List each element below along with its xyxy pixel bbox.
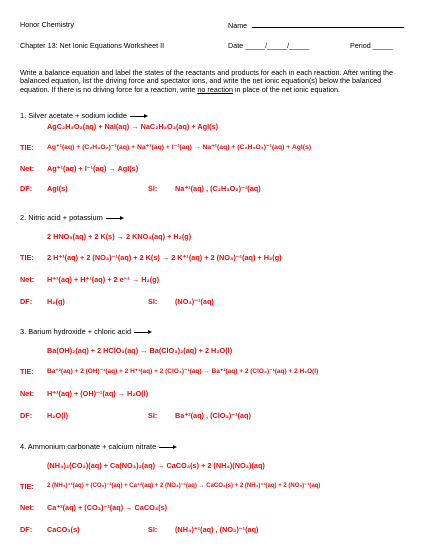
si-label: SI: (148, 411, 158, 420)
worksheet-title: Chapter 13: Net Ionic Equations Worksheet II (20, 41, 165, 50)
right-arrow-icon (134, 329, 152, 335)
course-title: Honor Chemistry (20, 20, 74, 29)
total-ionic-equation-3: Ba⁺²(aq) + 2 (OH)⁻¹(aq) + 2 H⁺¹(aq) + 2 (ClO₃)⁻¹(aq) → Ba⁺²(aq) + 2 (ClO₃)⁻¹(aq) + 2 H₂O(l) (47, 368, 319, 375)
question-text: 3. Barium hydroxide + chloric acid (20, 327, 132, 336)
spectator-ions-1: Na⁺¹(aq) , (C₂H₃O₂)⁻¹(aq) (175, 184, 261, 193)
spectator-ions-2: (NO₃)⁻¹(aq) (175, 297, 214, 306)
driving-force-4: CaCO₃(s) (47, 525, 80, 534)
instructions-text: Write a balance equation and label the states of the reactants and products for each in each reaction. After writing the balanced equation, list the driving force and spectator ions, and write the net ionic equation(s) below the balanced equation. If there is no driving force for a reaction, write (20, 68, 394, 94)
si-label: SI: (148, 184, 158, 193)
net-ionic-equation-4: Ca⁺²(aq) + (CO₃)⁻²(aq) → CaCO₃(s) (47, 503, 168, 512)
date-field (228, 41, 309, 50)
balanced-equation-2: 2 HNO₃(aq) + 2 K(s) → 2 KNO₃(aq) + H₂(g) (47, 232, 192, 241)
si-label: SI: (148, 297, 158, 306)
right-arrow-icon (106, 215, 124, 221)
balanced-equation-3: Ba(OH)₂(aq) + 2 HClO₃(aq) → Ba(ClO₃)₂(aq) + 2 H₂O(l) (47, 346, 233, 355)
tie-label: TIE: (20, 367, 34, 376)
df-label: DF: (20, 411, 33, 420)
net-ionic-equation-2: H⁺¹(aq) + H⁺¹(aq) + 2 e⁻¹ → H₂(g) (47, 275, 160, 284)
name-label: Name (228, 21, 248, 30)
date-blanks: _____/_____/_____ (245, 41, 310, 50)
question-text: 1. Silver acetate + sodium iodide (20, 111, 128, 120)
total-ionic-equation-1: Ag⁺¹(aq) + (C₂H₃O₂)⁻¹(aq) + Na⁺¹(aq) + I⁻¹(aq) → Na⁺¹(aq) + (C₂H₃O₂)⁻¹(aq) + AgI(s) (47, 144, 312, 151)
df-label: DF: (20, 297, 33, 306)
instructions-text-end: in place of the net ionic equation. (232, 84, 341, 94)
period-blank: _____ (372, 41, 393, 50)
tie-label: TIE: (20, 143, 34, 152)
question-text: 2. Nitric acid + potassium (20, 213, 103, 222)
question-3 (20, 327, 152, 336)
balanced-equation-1: AgC₂H₃O₂(aq) + NaI(aq) → NaC₂H₃O₂(aq) + AgI(s) (47, 122, 219, 131)
balanced-equation-4: (NH₄)₂(CO₃)(aq) + Ca(NO₃)₂(aq) → CaCO₃(s) + 2 (NH₄)(NO₃)(aq) (47, 461, 265, 470)
net-label: Net: (20, 389, 35, 398)
right-arrow-icon (130, 113, 148, 119)
no-reaction-text: no reaction (197, 84, 233, 94)
tie-label: TIE: (20, 482, 34, 491)
df-label: DF: (20, 525, 33, 534)
spectator-ions-4: (NH₄)⁺¹(aq) , (NO₃)⁻¹(aq) (175, 525, 259, 534)
driving-force-2: H₂(g) (47, 297, 65, 306)
df-label: DF: (20, 184, 33, 193)
total-ionic-equation-2: 2 H⁺¹(aq) + 2 (NO₃)⁻¹(aq) + 2 K(s) → 2 K⁺¹(aq) + 2 (NO₃)⁻¹(aq) + H₂(g) (47, 253, 282, 262)
period-field (350, 41, 393, 50)
question-2 (20, 213, 124, 222)
date-label: Date (228, 41, 244, 50)
question-4 (20, 442, 177, 451)
total-ionic-equation-4: 2 (NH₄)⁺¹(aq) + (CO₃)⁻²(aq) + Ca⁺²(aq) + 2 (NO₃)⁻¹(aq) → CaCO₃(s) + 2 (NH₄)⁺¹(aq) + 2 (NO₃)⁻¹(aq) (47, 483, 321, 489)
driving-force-1: AgI(s) (47, 184, 68, 193)
si-label: SI: (148, 525, 158, 534)
question-1 (20, 111, 148, 120)
driving-force-3: H₂O(l) (47, 411, 69, 420)
net-label: Net: (20, 503, 35, 512)
instructions (20, 69, 412, 94)
right-arrow-icon (159, 444, 177, 450)
period-label: Period (350, 41, 371, 50)
question-text: 4. Ammonium carbonate + calcium nitrate (20, 442, 157, 451)
name-field (228, 20, 404, 30)
net-label: Net: (20, 164, 35, 173)
spectator-ions-3: Ba⁺²(aq) , (ClO₃)⁻¹(aq) (175, 411, 251, 420)
net-ionic-equation-1: Ag⁺¹(aq) + I⁻¹(aq) → AgI(s) (47, 164, 139, 173)
tie-label: TIE: (20, 253, 34, 262)
name-blank (252, 20, 404, 28)
net-label: Net: (20, 275, 35, 284)
net-ionic-equation-3: H⁺¹(aq) + (OH)⁻¹(aq) → H₂O(l) (47, 389, 149, 398)
